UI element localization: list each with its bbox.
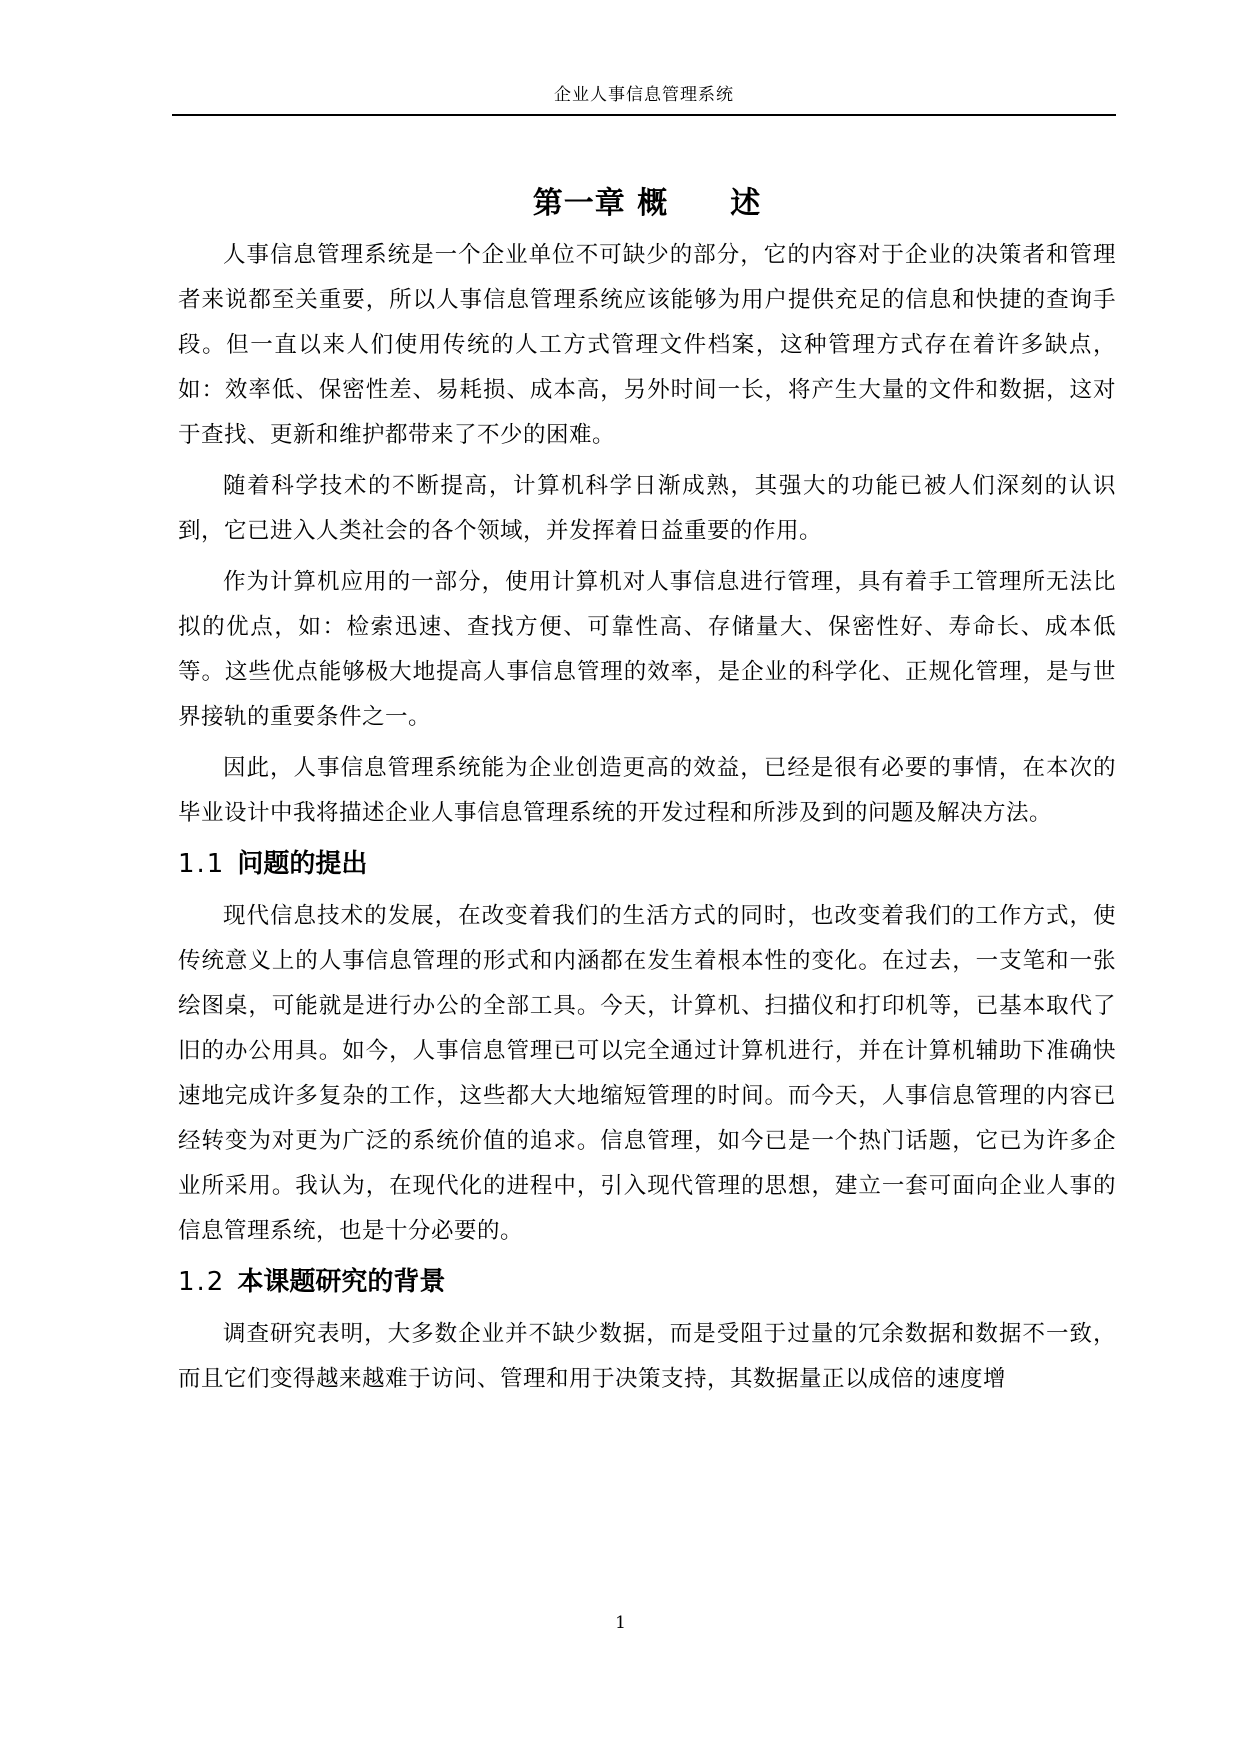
intro-paragraph-1: 人事信息管理系统是一个企业单位不可缺少的部分，它的内容对于企业的决策者和管理者来说都至关重要，所以人事信息管理系统应该能够为用户提供充足的信息和快捷的查询手段。但一直以来人们使用传统的人工方式管理文件档案，这种管理方式存在着许多缺点，如：效率低、保密性差、易耗损、成本高，另外时间一长，将产生大量的文件和数据，这对于查找、更新和维护都带来了不少的困难。	[178, 242, 1116, 448]
page-number: 1	[615, 1613, 626, 1633]
intro-paragraph-4: 因此，人事信息管理系统能为企业创造更高的效益，已经是很有必要的事情，在本次的毕业设计中我将描述企业人事信息管理系统的开发过程和所涉及到的问题及解决方法。	[178, 755, 1116, 826]
section-1-1-paragraph: 现代信息技术的发展，在改变着我们的生活方式的同时，也改变着我们的工作方式，使传统意义上的人事信息管理的形式和内涵都在发生着根本性的变化。在过去，一支笔和一张绘图桌，可能就是进行办公的全部工具。今天，计算机、扫描仪和打印机等，已基本取代了旧的办公用具。如今，人事信息管理已可以完全通过计算机进行，并在计算机辅助下准确快速地完成许多复杂的工作，这些都大大地缩短管理的时间。而今天，人事信息管理的内容已经转变为对更为广泛的系统价值的追求。信息管理，如今已是一个热门话题，它已为许多企业所采用。我认为，在现代化的进程中，引入现代管理的思想，建立一套可面向企业人事的信息管理系统，也是十分必要的。	[178, 903, 1116, 1244]
section-heading-1-1	[178, 844, 1116, 884]
section-title-text: 本课题研究的背景	[237, 1267, 446, 1297]
running-header: 企业人事信息管理系统	[554, 85, 734, 105]
section-number: 1.1	[178, 849, 226, 879]
intro-paragraph-2: 随着科学技术的不断提高，计算机科学日渐成熟，其强大的功能已被人们深刻的认识到，它已进入人类社会的各个领域，并发挥着日益重要的作用。	[178, 473, 1116, 544]
intro-paragraph-3: 作为计算机应用的一部分，使用计算机对人事信息进行管理，具有着手工管理所无法比拟的优点，如：检索迅速、查找方便、可靠性高、存储量大、保密性好、寿命长、成本低等。这些优点能够极大地提高人事信息管理的效率，是企业的科学化、正规化管理，是与世界接轨的重要条件之一。	[178, 569, 1116, 730]
section-number: 1.2	[178, 1267, 226, 1297]
page-body	[178, 184, 1116, 1402]
section-1-2-paragraph: 调查研究表明，大多数企业并不缺少数据，而是受阻于过量的冗余数据和数据不一致，而且它们变得越来越难于访问、管理和用于决策支持，其数据量正以成倍的速度增	[178, 1321, 1116, 1392]
chapter-title: 第一章 概 述	[532, 186, 762, 221]
section-title-text: 问题的提出	[237, 849, 368, 879]
header-rule	[172, 114, 1116, 116]
section-heading-1-2	[178, 1262, 1116, 1302]
